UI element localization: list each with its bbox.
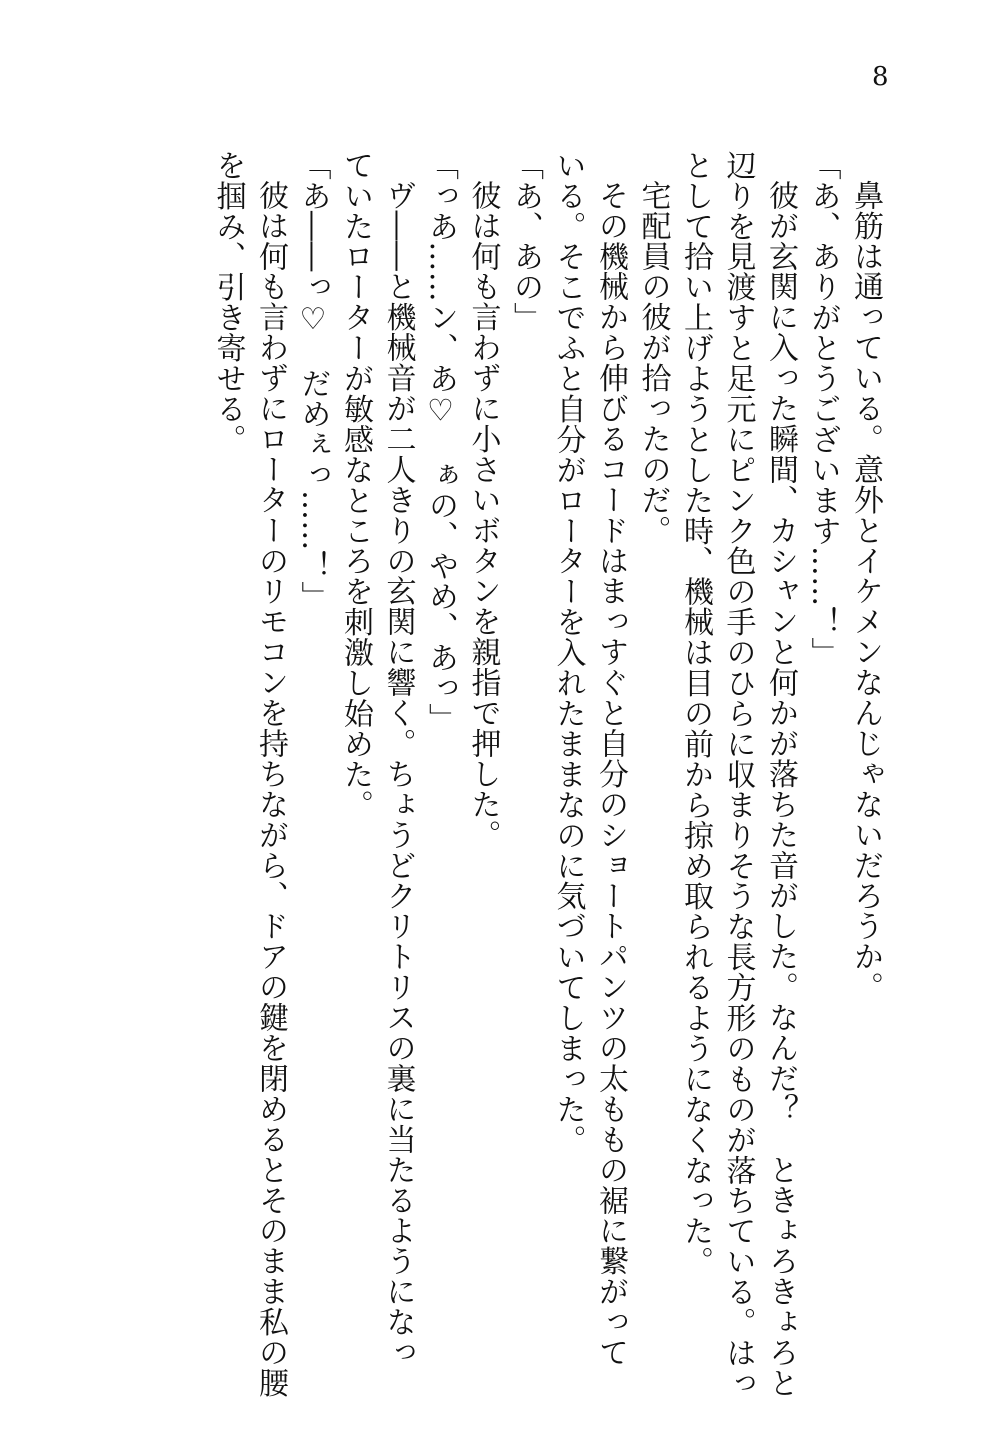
- page-number: 8: [872, 62, 889, 92]
- text-line: を掴み、引き寄せる。: [210, 150, 246, 455]
- text-line: ヴ――と機械音が二人きりの玄関に響く。ちょうどクリトリスの裏に当たるようになっ: [380, 180, 416, 1368]
- text-line: 辺りを見渡すと足元にピンク色の手のひらに収まりそうな長方形のものが落ちている。はっ: [720, 150, 756, 1399]
- text-line: 「あ――っ♡ だめぇっ……！」: [295, 150, 331, 612]
- text-line: その機械から伸びるコードはまっすぐと自分のショートパンツの太ももの裾に繋がって: [593, 180, 628, 1368]
- text-line: 「っあ……ン、あ♡ ぁの、やめ、あっ」: [423, 150, 458, 734]
- text-line: ていたローターが敏感なところを刺激し始めた。: [338, 150, 373, 820]
- text-line: 彼は何も言わずに小さいボタンを親指で押した。: [465, 180, 501, 850]
- text-line: 「あ、ありがとうございます……！」: [805, 150, 841, 668]
- text-line: 彼が玄関に入った瞬間、カシャンと何かが落ちた音がした。なんだ？ ときょろきょろと: [763, 180, 798, 1398]
- text-line: 彼は何も言わずにローターのリモコンを持ちながら、ドアの鍵を閉めるとそのまま私の腰: [253, 180, 288, 1398]
- text-line: 鼻筋は通っている。意外とイケメンなんじゃないだろうか。: [848, 180, 883, 1003]
- text-line: 宅配員の彼が拾ったのだ。: [635, 180, 671, 546]
- text-line: いる。そこでふと自分がローターを入れたままなのに気づいてしまった。: [550, 150, 586, 1155]
- body-text: [206, 150, 886, 1399]
- text-line: として拾い上げようとした時、機械は目の前から掠め取られるようになくなった。: [678, 150, 713, 1277]
- text-line: 「あ、あの」: [508, 150, 543, 333]
